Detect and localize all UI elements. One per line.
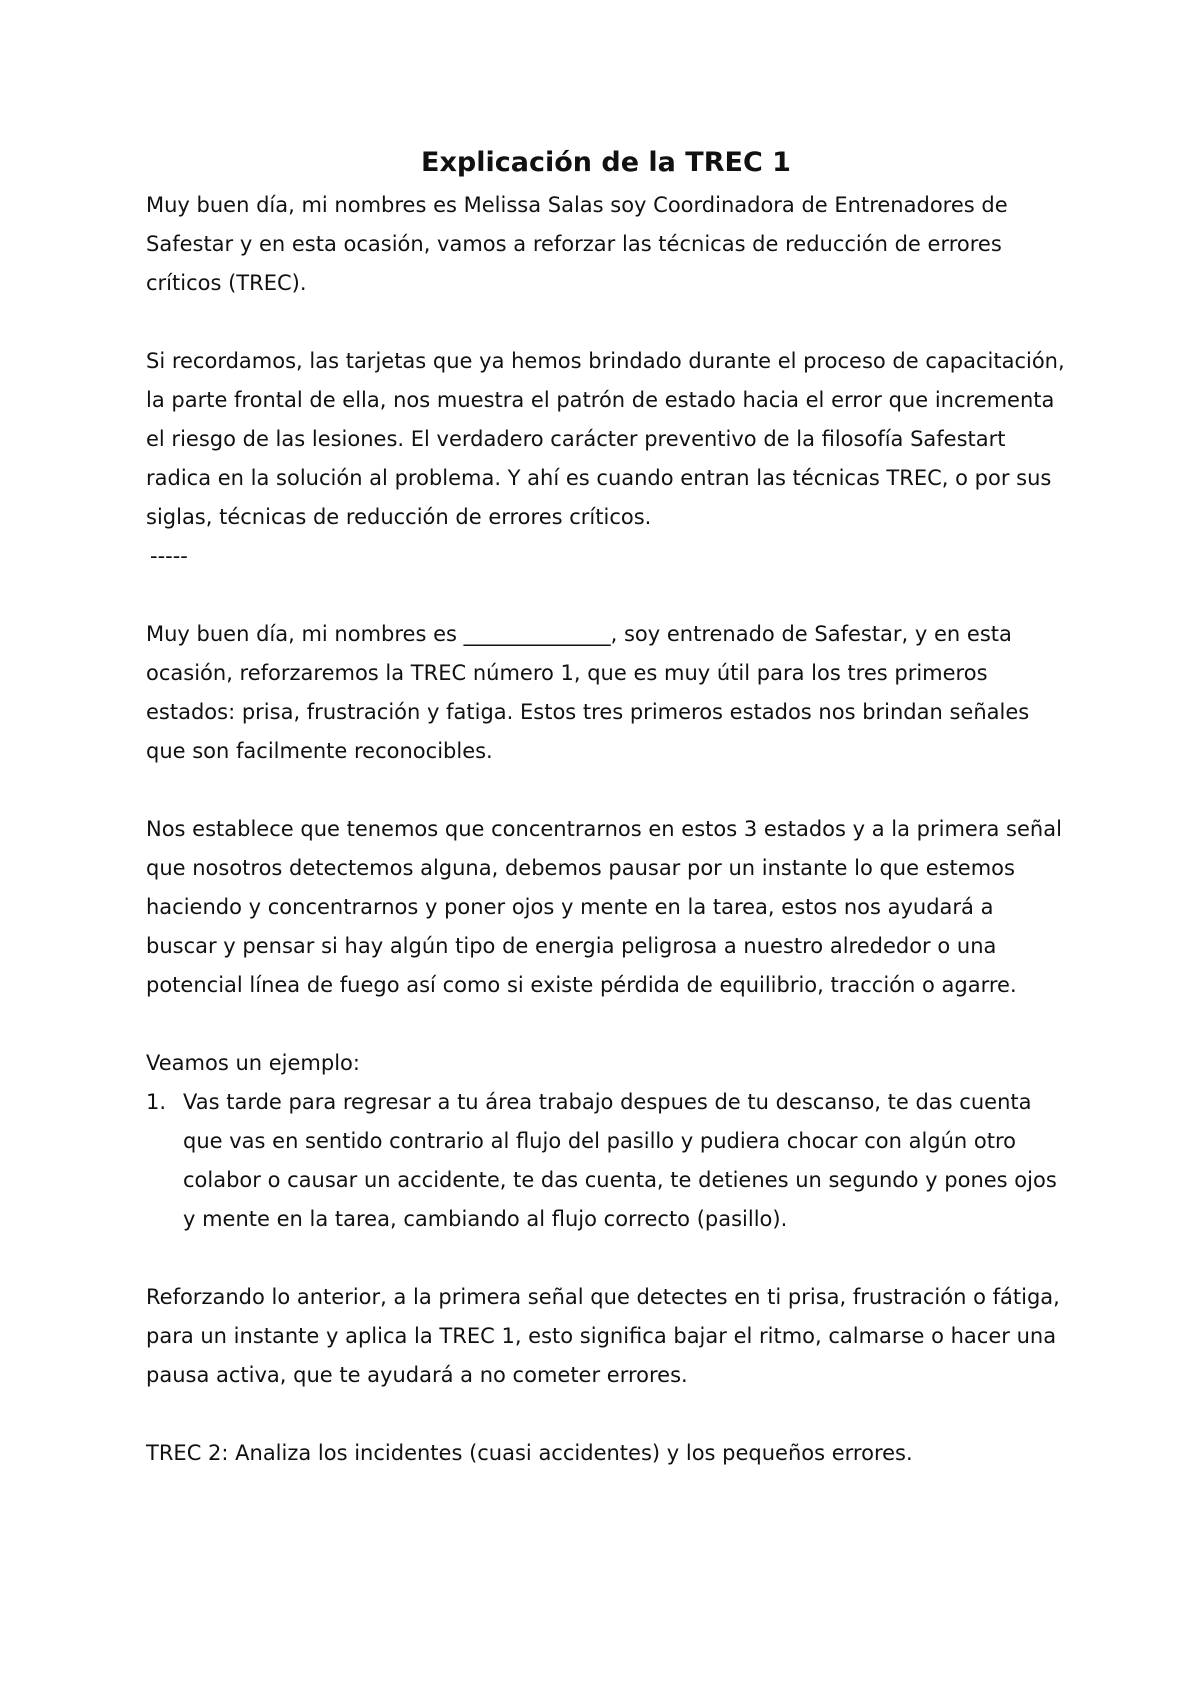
trainer-intro-paragraph: Muy buen día, mi nombres es ______________, soy entrenado de Safestar, y en esta ocasión, reforzaremos la TREC número 1, que es muy útil para los tres primeros estados: prisa, frustración y fatiga. Estos tres primeros estados nos brindan señales que son facilmente reconocibles. (146, 622, 1030, 763)
section-separator: ----- (150, 544, 188, 568)
list-item (146, 1083, 1066, 1239)
recap-paragraph: Si recordamos, las tarjetas que ya hemos brindado durante el proceso de capacitación, la parte frontal de ella, nos muestra el patrón de estado hacia el error que incrementa el riesgo de las lesiones. El verdadero carácter preventivo de la filosofía Safestart radica en la solución al problema. Y ahí es cuando entran las técnicas TREC, o por sus siglas, técnicas de reducción de errores críticos. (146, 349, 1065, 529)
reinforcement-paragraph: Reforzando lo anterior, a la primera señal que detectes en ti prisa, frustración o fátiga, para un instante y aplica la TREC 1, esto significa bajar el ritmo, calmarse o hacer una pausa activa, que te ayudará a no cometer errores. (146, 1285, 1060, 1387)
intro-paragraph: Muy buen día, mi nombres es Melissa Salas soy Coordinadora de Entrenadores de Safestar y en esta ocasión, vamos a reforzar las técnicas de reducción de errores críticos (TREC). (146, 193, 1008, 295)
document-title: Explicación de la TREC 1 (421, 147, 791, 178)
list-item-number: 1. (146, 1090, 167, 1114)
document-page (146, 140, 1066, 1473)
next-trec-paragraph: TREC 2: Analiza los incidentes (cuasi accidentes) y los pequeños errores. (146, 1441, 913, 1465)
paragraph-spacer (146, 1239, 1066, 1278)
example-list (146, 1083, 1066, 1239)
paragraph-spacer (146, 576, 1066, 615)
focus-paragraph: Nos establece que tenemos que concentrarnos en estos 3 estados y a la primera señal que nosotros detectemos alguna, debemos pausar por un instante lo que estemos haciendo y concentrarnos y poner ojos y mente en la tarea, estos nos ayudará a buscar y pensar si hay algún tipo de energia peligrosa a nuestro alrededor o una potencial línea de fuego así como si existe pérdida de equilibrio, tracción o agarre. (146, 817, 1062, 997)
paragraph-spacer (146, 1005, 1066, 1044)
paragraph-spacer (146, 771, 1066, 810)
paragraph-spacer (146, 1395, 1066, 1434)
example-heading: Veamos un ejemplo: (146, 1051, 360, 1075)
paragraph-spacer (146, 303, 1066, 342)
list-item-text: Vas tarde para regresar a tu área trabajo despues de tu descanso, te das cuenta que vas en sentido contrario al flujo del pasillo y pudiera chocar con algún otro colabor o causar un accidente, te das cuenta, te detienes un segundo y pones ojos y mente en la tarea, cambiando al flujo correcto (pasillo). (183, 1090, 1057, 1231)
